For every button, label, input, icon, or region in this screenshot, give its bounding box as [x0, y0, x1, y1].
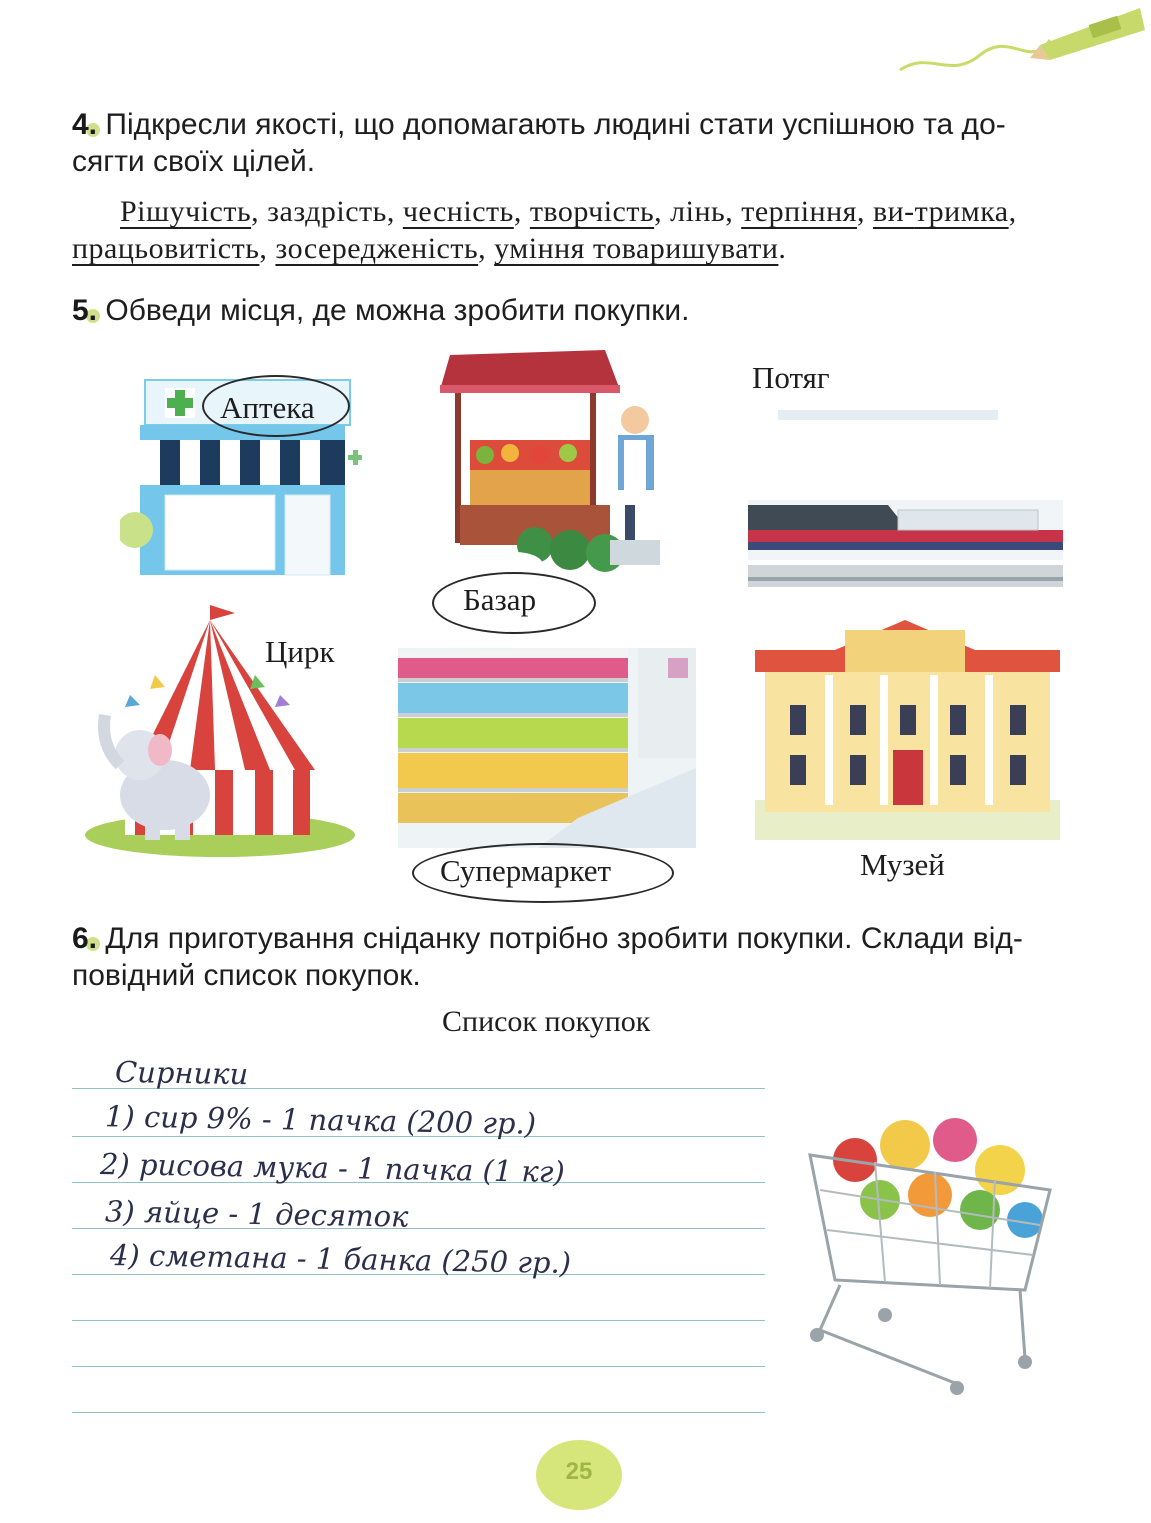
quality-word: заздрість [267, 195, 387, 228]
quality-separator: , [856, 195, 873, 228]
quality-word: тримка [914, 195, 1009, 228]
quality-word: ви- [872, 195, 915, 228]
handwritten-item: 4) сметана - 1 банка (250 гр.) [109, 1237, 572, 1281]
shopping-cart-image [795, 1100, 1060, 1400]
quality-separator: , [478, 232, 495, 265]
handwritten-item: 2) рисова мука - 1 пачка (1 кг) [99, 1146, 566, 1190]
quality-word: уміння товаришувати [494, 232, 779, 265]
circus-label: Цирк [265, 634, 335, 669]
qualities-list [72, 193, 1082, 267]
writing-line [72, 1320, 765, 1321]
task4-text: Підкресли якості, що допомагають людині стати успішною та до- сягти своїх цілей. [72, 108, 1006, 178]
quality-separator: , [654, 195, 671, 228]
train-label: Потяг [752, 360, 830, 395]
quality-word: працьовитість [72, 232, 260, 265]
quality-separator: , [725, 195, 742, 228]
task5-instruction [72, 292, 1072, 329]
supermarket-label: Супермаркет [440, 853, 612, 888]
task5-text: Обведи місця, де можна зробити покупки. [105, 294, 690, 327]
quality-separator: , [513, 195, 530, 228]
handwritten-item: 1) сир 9% - 1 пачка (200 гр.) [104, 1099, 537, 1141]
quality-word: зосередженість [275, 232, 479, 265]
quality-word: Рішучість [120, 195, 252, 228]
quality-word: чесність [402, 195, 514, 228]
bazaar-image [440, 345, 670, 585]
museum-image [755, 620, 1060, 840]
quality-word: творчість [529, 195, 655, 228]
quality-separator: . [778, 232, 787, 265]
handwritten-item: 3) яйце - 1 десяток [104, 1194, 409, 1234]
task6-instruction [72, 920, 1072, 994]
task6-text: Для приготування сніданку потрібно зробити покупки. Склади від- повідний список покупок. [72, 922, 1023, 992]
quality-separator: , [251, 195, 268, 228]
shopping-list-title: Список покупок [442, 1005, 651, 1038]
quality-separator: , [259, 232, 276, 265]
writing-line [72, 1412, 765, 1413]
quality-separator: , [1008, 195, 1017, 228]
train-image [748, 405, 1063, 590]
museum-label: Музей [860, 847, 945, 882]
task4-instruction [72, 106, 1072, 180]
bazaar-label: Базар [463, 582, 537, 617]
task5-number: 5. [72, 294, 98, 327]
task6-number: 6. [72, 922, 98, 955]
handwritten-heading: Сирники [114, 1054, 249, 1092]
quality-word: лінь [670, 195, 726, 228]
pharmacy-label: Аптека [220, 390, 315, 425]
quality-word: терпіння [741, 195, 857, 228]
supermarket-image [398, 648, 696, 848]
task4-number: 4. [72, 108, 98, 141]
writing-line [72, 1366, 765, 1367]
quality-separator: , [386, 195, 403, 228]
pencil-decoration [890, 0, 1151, 90]
page-number: 25 [565, 1458, 593, 1485]
